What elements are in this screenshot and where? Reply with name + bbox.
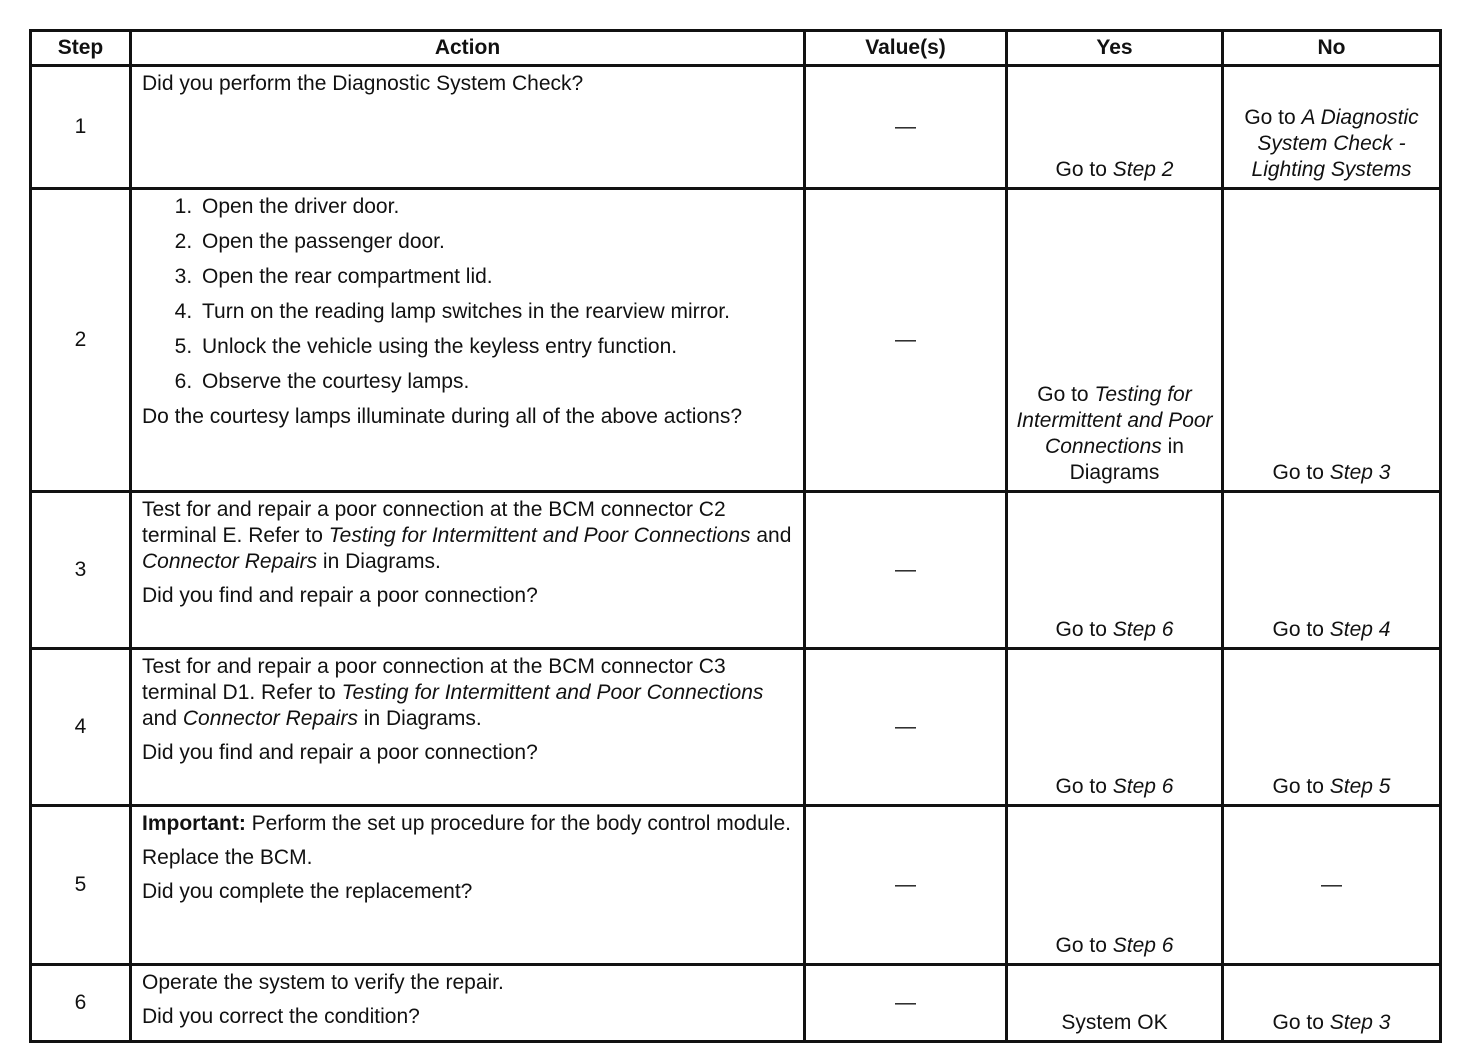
important-label: Important:	[142, 812, 246, 835]
instruction-item: 2. Open the passenger door.	[198, 229, 793, 255]
yes-step-ref: Step 2	[1112, 158, 1174, 181]
diagnostic-table	[29, 29, 1442, 1043]
yes-step-ref: Step 6	[1112, 618, 1174, 641]
instruction-text: in Diagrams.	[317, 550, 441, 573]
action-cell	[131, 649, 805, 806]
no-cell	[1223, 66, 1441, 189]
header-yes: Yes	[1007, 31, 1223, 66]
yes-prefix: Go to	[1055, 618, 1113, 641]
instruction-list	[142, 194, 793, 395]
yes-step-ref: Step 6	[1112, 934, 1174, 957]
action-question: Did you correct the condition?	[142, 1005, 420, 1028]
yes-cell: System OK	[1007, 965, 1223, 1042]
yes-cell	[1007, 492, 1223, 649]
yes-cell	[1007, 649, 1223, 806]
no-cell	[1223, 492, 1441, 649]
step-number: 3	[31, 492, 131, 649]
no-prefix: Go to	[1272, 618, 1330, 641]
instruction-item: 4. Turn on the reading lamp switches in the rearview mirror.	[198, 299, 793, 325]
no-step-ref: Step 3	[1329, 1011, 1391, 1034]
value-cell: —	[805, 492, 1007, 649]
table-row	[31, 66, 1441, 189]
action-cell	[131, 965, 805, 1042]
no-prefix: Go to	[1272, 775, 1330, 798]
yes-cell	[1007, 66, 1223, 189]
value-cell: —	[805, 66, 1007, 189]
table-row	[31, 492, 1441, 649]
yes-doc-ref: Testing for Intermittent and Poor Connections	[1016, 383, 1213, 458]
no-prefix: Go to	[1272, 1011, 1330, 1034]
instruction-text: and	[750, 524, 792, 547]
yes-step-ref: Step 6	[1112, 775, 1174, 798]
no-prefix: Go to	[1244, 106, 1302, 129]
action-question: Did you complete the replacement?	[142, 880, 473, 903]
instruction-text: and	[142, 707, 183, 730]
action-question: Did you find and repair a poor connection?	[142, 741, 538, 764]
header-values: Value(s)	[805, 31, 1007, 66]
header-row	[31, 31, 1441, 66]
doc-ref: Connector Repairs	[182, 707, 358, 730]
value-cell: —	[805, 189, 1007, 492]
action-question: Did you perform the Diagnostic System Check?	[142, 72, 584, 95]
no-prefix: Go to	[1272, 461, 1330, 484]
action-instruction	[142, 497, 793, 575]
step-number: 5	[31, 806, 131, 965]
instruction-item: 6. Observe the courtesy lamps.	[198, 369, 793, 395]
yes-prefix: Go to	[1055, 775, 1113, 798]
table-row	[31, 189, 1441, 492]
action-cell	[131, 806, 805, 965]
value-cell: —	[805, 649, 1007, 806]
action-cell	[131, 189, 805, 492]
action-question: Did you find and repair a poor connection?	[142, 584, 538, 607]
action-instruction	[142, 654, 793, 732]
yes-cell	[1007, 189, 1223, 492]
no-cell: —	[1223, 806, 1441, 965]
action-cell	[131, 66, 805, 189]
instruction-item: 3. Open the rear compartment lid.	[198, 264, 793, 290]
table-row	[31, 649, 1441, 806]
action-question: Do the courtesy lamps illuminate during all of the above actions?	[142, 405, 742, 428]
value-cell: —	[805, 806, 1007, 965]
action-instruction: Replace the BCM.	[142, 846, 313, 869]
yes-prefix: Go to	[1037, 383, 1095, 406]
table-row	[31, 806, 1441, 965]
no-step-ref: Step 3	[1329, 461, 1391, 484]
yes-prefix: Go to	[1055, 158, 1113, 181]
doc-ref: Connector Repairs	[142, 550, 318, 573]
doc-ref: Testing for Intermittent and Poor Connections	[328, 524, 751, 547]
step-number: 2	[31, 189, 131, 492]
instruction-text: Test for and repair a poor connection at the BCM connector C3 terminal D1. Refer to	[142, 655, 726, 704]
important-text: Perform the set up procedure for the body control module.	[245, 812, 791, 835]
header-step: Step	[31, 31, 131, 66]
instruction-item: 1. Open the driver door.	[198, 194, 793, 220]
instruction-text: Test for and repair a poor connection at the BCM connector C2 terminal E. Refer to	[142, 498, 726, 547]
yes-cell	[1007, 806, 1223, 965]
header-action: Action	[131, 31, 805, 66]
instruction-text: in Diagrams.	[357, 707, 482, 730]
value-cell: —	[805, 965, 1007, 1042]
no-cell	[1223, 965, 1441, 1042]
no-step-ref: Step 4	[1329, 618, 1391, 641]
step-number: 1	[31, 66, 131, 189]
instruction-item: 5. Unlock the vehicle using the keyless entry function.	[198, 334, 793, 360]
action-instruction: Operate the system to verify the repair.	[142, 971, 504, 994]
header-no: No	[1223, 31, 1441, 66]
table-row	[31, 965, 1441, 1042]
no-step-ref: Step 5	[1329, 775, 1391, 798]
step-number: 4	[31, 649, 131, 806]
no-cell	[1223, 189, 1441, 492]
no-cell	[1223, 649, 1441, 806]
doc-ref: Testing for Intermittent and Poor Connections	[341, 681, 764, 704]
action-cell	[131, 492, 805, 649]
yes-prefix: Go to	[1055, 934, 1113, 957]
important-note	[142, 811, 793, 837]
step-number: 6	[31, 965, 131, 1042]
no-step-ref: A Diagnostic System Check - Lighting Systems	[1251, 106, 1419, 181]
yes-suffix: in Diagrams	[1069, 435, 1184, 484]
